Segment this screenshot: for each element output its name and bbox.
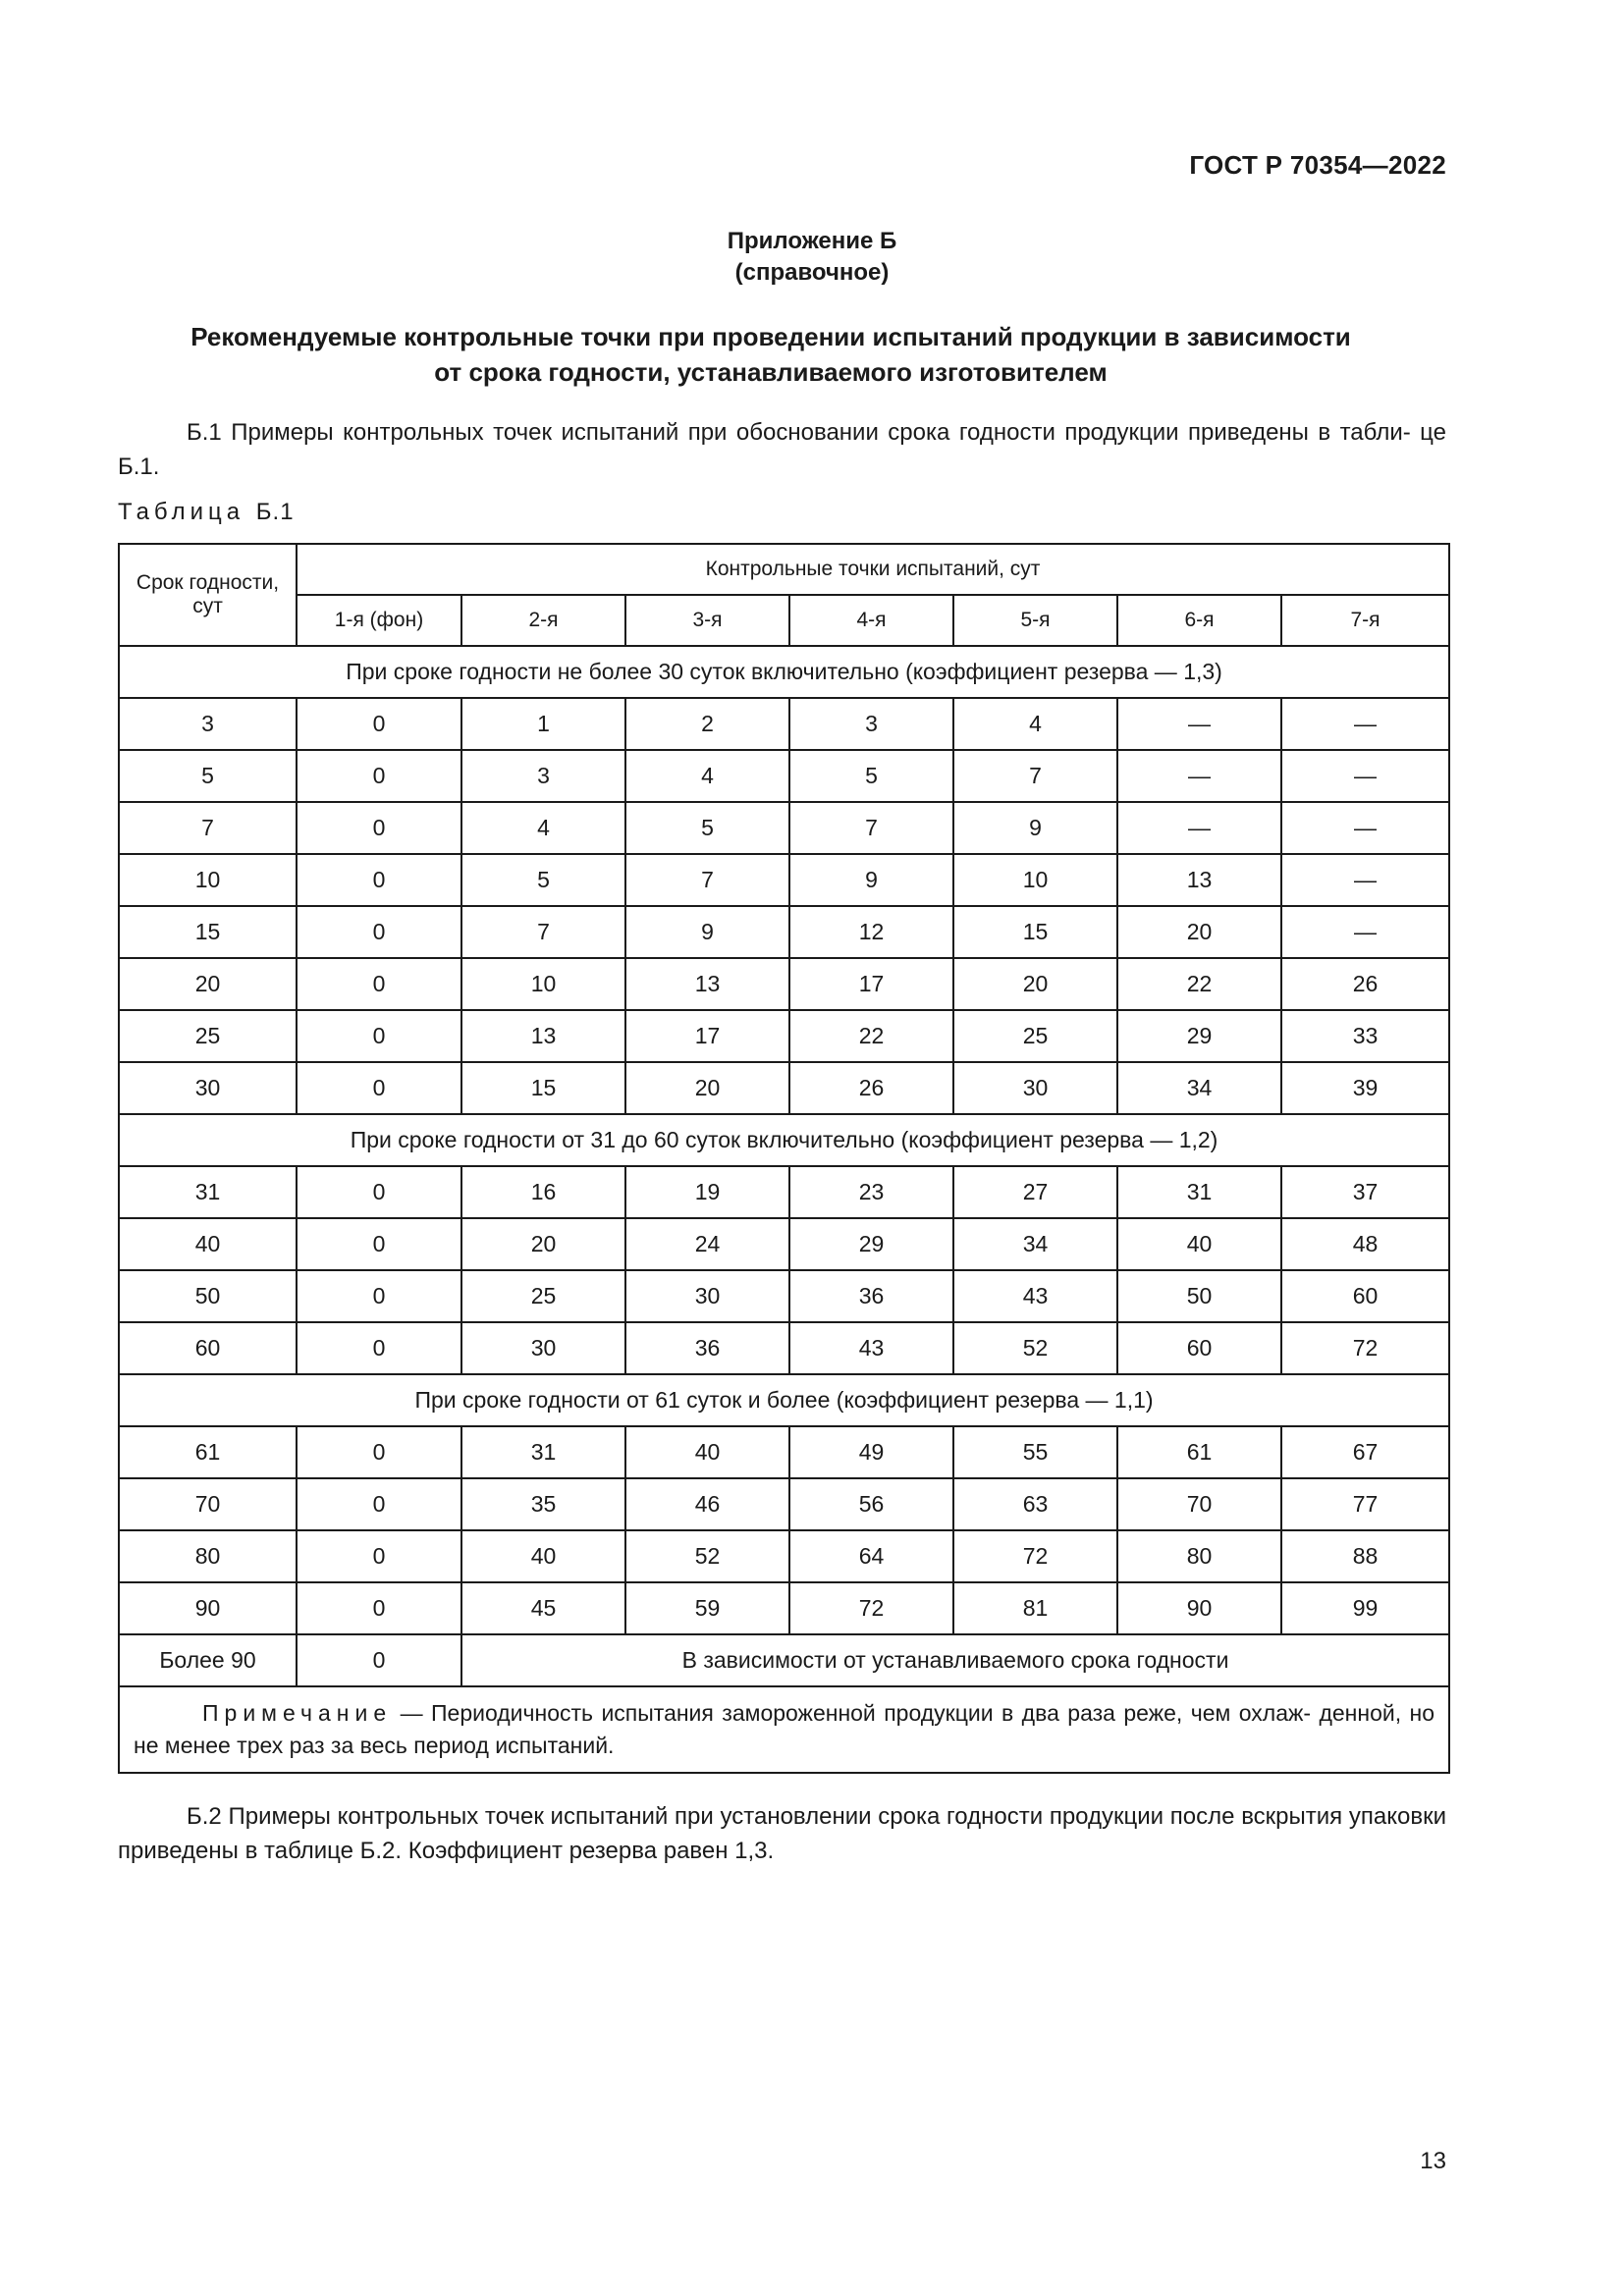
group-label: При сроке годности от 31 до 60 суток включительно (коэффициент резерва — 1,2) (119, 1114, 1449, 1166)
point-cell: 43 (953, 1270, 1117, 1322)
point-cell: 19 (625, 1166, 789, 1218)
table-row (119, 1062, 1449, 1114)
table-row (119, 1270, 1449, 1322)
point-cell: 3 (789, 698, 953, 750)
point-cell: 50 (1117, 1270, 1281, 1322)
shelf-life-cell: 30 (119, 1062, 297, 1114)
shelf-life-cell: 20 (119, 958, 297, 1010)
point-cell: 2 (625, 698, 789, 750)
point-cell: 81 (953, 1582, 1117, 1634)
point-cell: 15 (461, 1062, 625, 1114)
point-cell: 35 (461, 1478, 625, 1530)
table-caption (118, 499, 295, 526)
point-cell: 20 (1117, 906, 1281, 958)
point-cell: 10 (461, 958, 625, 1010)
point-cell: 5 (789, 750, 953, 802)
point-cell: 9 (625, 906, 789, 958)
point-cell: 60 (1281, 1270, 1449, 1322)
header-point-7: 7-я (1281, 595, 1449, 646)
shelf-life-cell: 15 (119, 906, 297, 958)
header-point-5: 5-я (953, 595, 1117, 646)
point-cell: 7 (461, 906, 625, 958)
shelf-life-cell: 7 (119, 802, 297, 854)
point-cell: 37 (1281, 1166, 1449, 1218)
point-cell: 0 (297, 1478, 461, 1530)
point-cell: 5 (625, 802, 789, 854)
point-cell: 45 (461, 1582, 625, 1634)
point-cell: 90 (1117, 1582, 1281, 1634)
point-cell: 0 (297, 1010, 461, 1062)
point-cell: 48 (1281, 1218, 1449, 1270)
section-heading (118, 319, 1424, 390)
point-cell: 72 (789, 1582, 953, 1634)
paragraph-b1 (118, 415, 1446, 484)
point-cell: 20 (461, 1218, 625, 1270)
point-cell: 4 (625, 750, 789, 802)
point-cell: 0 (297, 802, 461, 854)
shelf-life-cell: 50 (119, 1270, 297, 1322)
point-cell: 0 (297, 1530, 461, 1582)
table-row (119, 854, 1449, 906)
point-cell: 39 (1281, 1062, 1449, 1114)
point-cell: 17 (625, 1010, 789, 1062)
shelf-life-cell: 61 (119, 1426, 297, 1478)
shelf-life-cell: 40 (119, 1218, 297, 1270)
table-body (119, 646, 1449, 1773)
point-cell: 13 (625, 958, 789, 1010)
point-cell: 0 (297, 1634, 461, 1686)
point-cell: 0 (297, 854, 461, 906)
point-cell: 30 (953, 1062, 1117, 1114)
point-cell: 17 (789, 958, 953, 1010)
point-cell: 23 (789, 1166, 953, 1218)
header-point-3: 3-я (625, 595, 789, 646)
shelf-life-cell: 10 (119, 854, 297, 906)
point-cell: 13 (1117, 854, 1281, 906)
point-cell: — (1281, 698, 1449, 750)
header-point-4: 4-я (789, 595, 953, 646)
shelf-life-cell: 3 (119, 698, 297, 750)
table-row (119, 906, 1449, 958)
header-control-points: Контрольные точки испытаний, сут (297, 544, 1449, 595)
point-cell: — (1281, 802, 1449, 854)
control-points-table (118, 543, 1450, 1774)
point-cell: 24 (625, 1218, 789, 1270)
point-cell: 16 (461, 1166, 625, 1218)
point-cell: 26 (1281, 958, 1449, 1010)
point-cell: 0 (297, 1426, 461, 1478)
point-cell: 27 (953, 1166, 1117, 1218)
table-note-row (119, 1686, 1449, 1773)
point-cell: 15 (953, 906, 1117, 958)
shelf-life-cell: 5 (119, 750, 297, 802)
point-cell: 25 (461, 1270, 625, 1322)
paragraph-b2 (118, 1799, 1446, 1868)
table-row (119, 750, 1449, 802)
shelf-life-cell: Более 90 (119, 1634, 297, 1686)
point-cell: 1 (461, 698, 625, 750)
point-cell: 0 (297, 1322, 461, 1374)
header-point-6: 6-я (1117, 595, 1281, 646)
point-cell: 52 (625, 1530, 789, 1582)
point-cell: 64 (789, 1530, 953, 1582)
table-row (119, 1478, 1449, 1530)
group-label: При сроке годности от 61 суток и более (коэффициент резерва — 1,1) (119, 1374, 1449, 1426)
header-shelf-life: Срок годности, сут (119, 544, 297, 646)
point-cell: — (1117, 802, 1281, 854)
heading-line-2: от срока годности, устанавливаемого изготовителем (434, 357, 1108, 387)
point-cell: 52 (953, 1322, 1117, 1374)
paragraph-b2-text: Б.2 Примеры контрольных точек испытаний при установлении срока годности продукции после вскрытия упаковки приведены в таблице Б.2. Коэффициент резерва равен 1,3. (118, 1803, 1446, 1864)
point-cell: 55 (953, 1426, 1117, 1478)
point-cell: 88 (1281, 1530, 1449, 1582)
point-cell: 30 (461, 1322, 625, 1374)
table-row-over-90 (119, 1634, 1449, 1686)
point-cell: 5 (461, 854, 625, 906)
table-row (119, 1010, 1449, 1062)
shelf-life-cell: 60 (119, 1322, 297, 1374)
point-cell: 49 (789, 1426, 953, 1478)
point-cell: 31 (461, 1426, 625, 1478)
point-cell: 60 (1117, 1322, 1281, 1374)
shelf-life-cell: 70 (119, 1478, 297, 1530)
group-row (119, 646, 1449, 698)
point-cell: 26 (789, 1062, 953, 1114)
annex-title: Приложение Б (727, 228, 897, 254)
point-cell: 61 (1117, 1426, 1281, 1478)
point-cell: — (1281, 854, 1449, 906)
point-cell: 7 (789, 802, 953, 854)
point-cell: 29 (1117, 1010, 1281, 1062)
point-cell: 7 (625, 854, 789, 906)
point-cell: 77 (1281, 1478, 1449, 1530)
point-cell: — (1281, 750, 1449, 802)
point-cell: — (1117, 698, 1281, 750)
point-cell: 4 (461, 802, 625, 854)
point-cell: 56 (789, 1478, 953, 1530)
point-cell: 0 (297, 1270, 461, 1322)
point-cell: 34 (953, 1218, 1117, 1270)
point-cell: 7 (953, 750, 1117, 802)
table-row (119, 1530, 1449, 1582)
point-cell: 80 (1117, 1530, 1281, 1582)
point-cell: 99 (1281, 1582, 1449, 1634)
annex-type: (справочное) (734, 259, 890, 286)
header-point-1: 1-я (фон) (297, 595, 461, 646)
table-row (119, 958, 1449, 1010)
point-cell: 0 (297, 1218, 461, 1270)
table-row (119, 1322, 1449, 1374)
group-row (119, 1374, 1449, 1426)
point-cell: 0 (297, 750, 461, 802)
standard-id: ГОСТ Р 70354—2022 (1189, 150, 1446, 180)
point-cell: 36 (789, 1270, 953, 1322)
point-cell: 22 (1117, 958, 1281, 1010)
point-cell: 20 (625, 1062, 789, 1114)
point-cell: 10 (953, 854, 1117, 906)
point-cell: 70 (1117, 1478, 1281, 1530)
group-row (119, 1114, 1449, 1166)
point-cell: 3 (461, 750, 625, 802)
point-cell: 67 (1281, 1426, 1449, 1478)
paragraph-b1-text: Б.1 Примеры контрольных точек испытаний при обосновании срока годности продукции приведены в табли- це Б.1. (118, 419, 1446, 480)
point-cell: 40 (625, 1426, 789, 1478)
point-cell: 59 (625, 1582, 789, 1634)
point-cell: 22 (789, 1010, 953, 1062)
point-cell: 36 (625, 1322, 789, 1374)
shelf-life-cell: 25 (119, 1010, 297, 1062)
table-caption-word: Таблица (118, 499, 245, 525)
shelf-life-cell: 31 (119, 1166, 297, 1218)
table-row (119, 802, 1449, 854)
heading-line-1: Рекомендуемые контрольные точки при проведении испытаний продукции в зависимости (190, 322, 1351, 351)
depends-cell: В зависимости от устанавливаемого срока годности (461, 1634, 1449, 1686)
point-cell: 20 (953, 958, 1117, 1010)
table-row (119, 1426, 1449, 1478)
table-row (119, 1582, 1449, 1634)
point-cell: 29 (789, 1218, 953, 1270)
point-cell: 13 (461, 1010, 625, 1062)
point-cell: 31 (1117, 1166, 1281, 1218)
table-row (119, 698, 1449, 750)
table-row (119, 1166, 1449, 1218)
point-cell: 72 (1281, 1322, 1449, 1374)
point-cell: 46 (625, 1478, 789, 1530)
point-cell: — (1281, 906, 1449, 958)
point-cell: 63 (953, 1478, 1117, 1530)
point-cell: 0 (297, 958, 461, 1010)
point-cell: 9 (789, 854, 953, 906)
point-cell: 25 (953, 1010, 1117, 1062)
shelf-life-cell: 80 (119, 1530, 297, 1582)
note-label: Примечание (202, 1700, 393, 1726)
point-cell: 34 (1117, 1062, 1281, 1114)
point-cell: 33 (1281, 1010, 1449, 1062)
point-cell: 40 (1117, 1218, 1281, 1270)
page-number: 13 (1420, 2148, 1446, 2174)
point-cell: 9 (953, 802, 1117, 854)
point-cell: 72 (953, 1530, 1117, 1582)
point-cell: 0 (297, 698, 461, 750)
point-cell: 40 (461, 1530, 625, 1582)
point-cell: — (1117, 750, 1281, 802)
point-cell: 43 (789, 1322, 953, 1374)
shelf-life-cell: 90 (119, 1582, 297, 1634)
note-text: — Периодичность испытания замороженной продукции в два раза реже, чем охлаж- денной, но не менее трех раз за весь период испытаний. (134, 1700, 1435, 1758)
point-cell: 0 (297, 1166, 461, 1218)
table-note (119, 1686, 1449, 1773)
point-cell: 0 (297, 1582, 461, 1634)
point-cell: 0 (297, 1062, 461, 1114)
table-header (119, 544, 1449, 646)
point-cell: 12 (789, 906, 953, 958)
point-cell: 0 (297, 906, 461, 958)
header-point-2: 2-я (461, 595, 625, 646)
table-caption-number: Б.1 (255, 499, 295, 525)
point-cell: 30 (625, 1270, 789, 1322)
group-label: При сроке годности не более 30 суток включительно (коэффициент резерва — 1,3) (119, 646, 1449, 698)
point-cell: 4 (953, 698, 1117, 750)
table-row (119, 1218, 1449, 1270)
